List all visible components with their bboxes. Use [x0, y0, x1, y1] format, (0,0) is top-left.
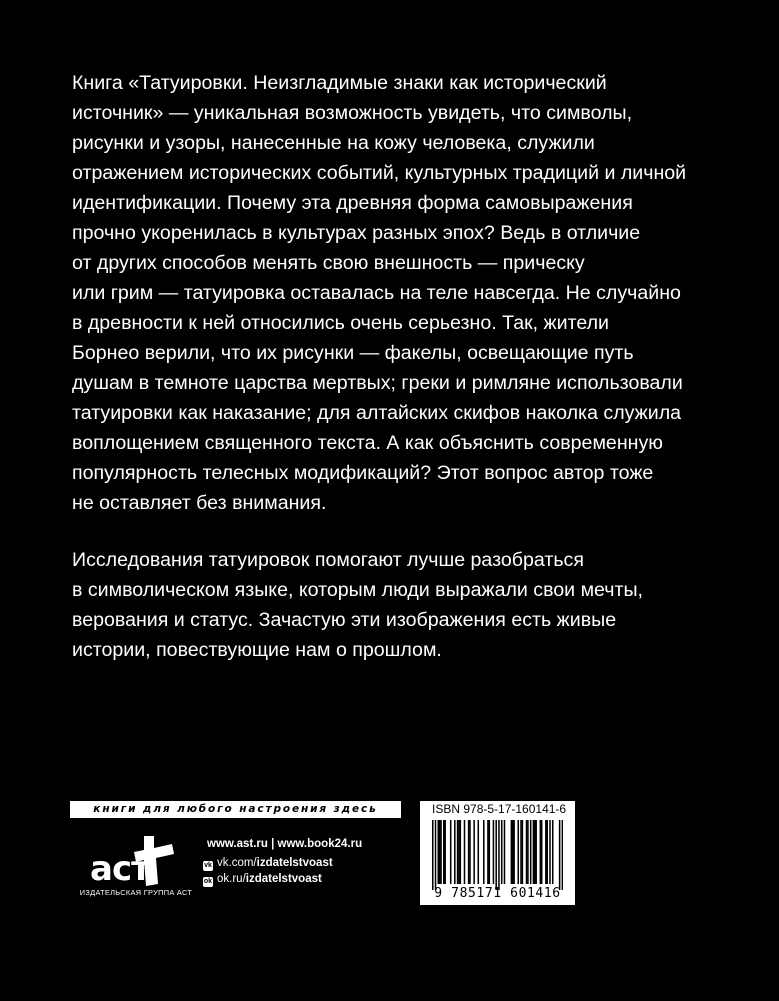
barcode-bars — [432, 820, 563, 890]
barcode-bar — [464, 820, 466, 884]
text-line: татуировки как наказание; для алтайских скифов наколка служила — [72, 402, 682, 424]
barcode-bar — [438, 820, 440, 884]
text-line: в древности к ней относились очень серьезно. Так, жители — [72, 312, 609, 334]
barcode-bar — [454, 820, 456, 884]
barcode-bar — [468, 820, 470, 884]
barcode-bar — [495, 820, 497, 890]
barcode-bar — [520, 820, 522, 884]
social-prefix: vk.com/ — [217, 857, 257, 869]
barcode-bar — [473, 820, 475, 884]
isbn-label: ISBN 978-5-17-160141-6 — [432, 802, 567, 816]
text-line: Исследования татуировок помогают лучше разобраться — [72, 549, 584, 571]
text-line: душам в темноте царства мертвых; греки и римляне использовали — [72, 372, 683, 394]
barcode-bar — [517, 820, 519, 884]
barcode-bar — [526, 820, 528, 884]
barcode-bar — [504, 820, 506, 884]
barcode-bar — [530, 820, 532, 884]
barcode-bar — [483, 820, 485, 884]
text-line: идентификации. Почему эта древняя форма самовыражения — [72, 192, 633, 214]
publisher-slogan: книги для любого настроения здесь — [70, 801, 401, 818]
barcode-bar — [527, 820, 529, 884]
barcode-bar — [546, 820, 548, 884]
barcode-bar — [522, 820, 524, 884]
barcode-bar — [460, 820, 462, 884]
barcode-bar — [552, 820, 554, 884]
text-line: прочно укоренилась в культурах разных эпох? Ведь в отличие — [72, 222, 641, 244]
barcode-bar — [489, 820, 491, 884]
barcode-bar — [562, 820, 563, 890]
description-paragraph-2 — [72, 545, 712, 665]
barcode-bar — [501, 820, 503, 884]
barcode-bar — [498, 820, 500, 890]
barcode-bar — [511, 820, 513, 884]
barcode-bar — [513, 820, 515, 884]
text-line: Борнео верили, что их рисунки — факелы, освещающие путь — [72, 342, 634, 364]
barcode-bar — [535, 820, 537, 884]
barcode-bar — [533, 820, 535, 884]
barcode-panel — [420, 801, 575, 905]
social-handle: izdatelstvoast — [245, 873, 322, 885]
barcode-bar — [534, 820, 536, 884]
barcode-bar — [457, 820, 459, 884]
text-line: верования и статус. Зачастую эти изображения есть живые — [72, 609, 617, 631]
barcode-bar — [545, 820, 547, 884]
ok-icon: ok — [203, 878, 213, 885]
barcode-bar — [541, 820, 543, 884]
barcode-bar — [444, 820, 446, 884]
barcode-bar — [435, 820, 437, 890]
text-line: популярность телесных модификаций? Этот вопрос автор тоже — [72, 462, 654, 484]
social-link-ok[interactable] — [203, 873, 322, 887]
text-line: не оставляет без внимания. — [72, 492, 327, 514]
text-line: воплощением священного текста. А как объяснить современную — [72, 432, 663, 454]
publisher-websites[interactable]: www.ast.ru | www.book24.ru — [207, 838, 363, 850]
text-line: отражением исторических событий, культурных традиций и личной — [72, 162, 687, 184]
barcode-bar — [432, 820, 434, 890]
barcode-digits: 9 785171 601416 — [434, 886, 561, 901]
barcode-bar — [512, 820, 514, 884]
barcode-bar — [549, 820, 551, 884]
barcode-bar — [443, 820, 445, 884]
text-line: в символическом языке, которым люди выражали свои мечты, — [72, 579, 643, 601]
barcode-bar — [469, 820, 471, 884]
social-link-vk[interactable] — [203, 857, 333, 871]
ast-logo — [84, 832, 180, 896]
social-prefix: ok.ru/ — [217, 873, 246, 885]
barcode-bar — [450, 820, 452, 884]
logo-wordmark: аст — [90, 849, 150, 889]
publisher-name: ИЗДАТЕЛЬСКАЯ ГРУППА АСТ — [79, 888, 193, 897]
barcode-bar — [439, 820, 441, 884]
description-paragraph-1 — [72, 68, 712, 518]
vk-icon: vk — [204, 862, 212, 869]
text-line: рисунки и узоры, нанесенные на кожу человека, служили — [72, 132, 595, 154]
text-line: истории, повествующие нам о прошлом. — [72, 639, 442, 661]
barcode-bar — [478, 820, 480, 884]
barcode-bar — [559, 820, 561, 890]
text-line: источник» — уникальная возможность увидеть, что символы, — [72, 102, 633, 124]
barcode-bar — [458, 820, 460, 884]
text-line: от других способов менять свою внешность — прическу — [72, 252, 585, 274]
text-line: Книга «Татуировки. Неизгладимые знаки как исторический — [72, 72, 607, 94]
barcode-bar — [540, 820, 542, 884]
social-handle: izdatelstvoast — [256, 857, 333, 869]
barcode-bar — [440, 820, 442, 884]
text-line: или грим — татуировка оставалась на теле навсегда. Не случайно — [72, 282, 681, 304]
barcode-bar — [493, 820, 495, 884]
barcode-bar — [487, 820, 489, 884]
